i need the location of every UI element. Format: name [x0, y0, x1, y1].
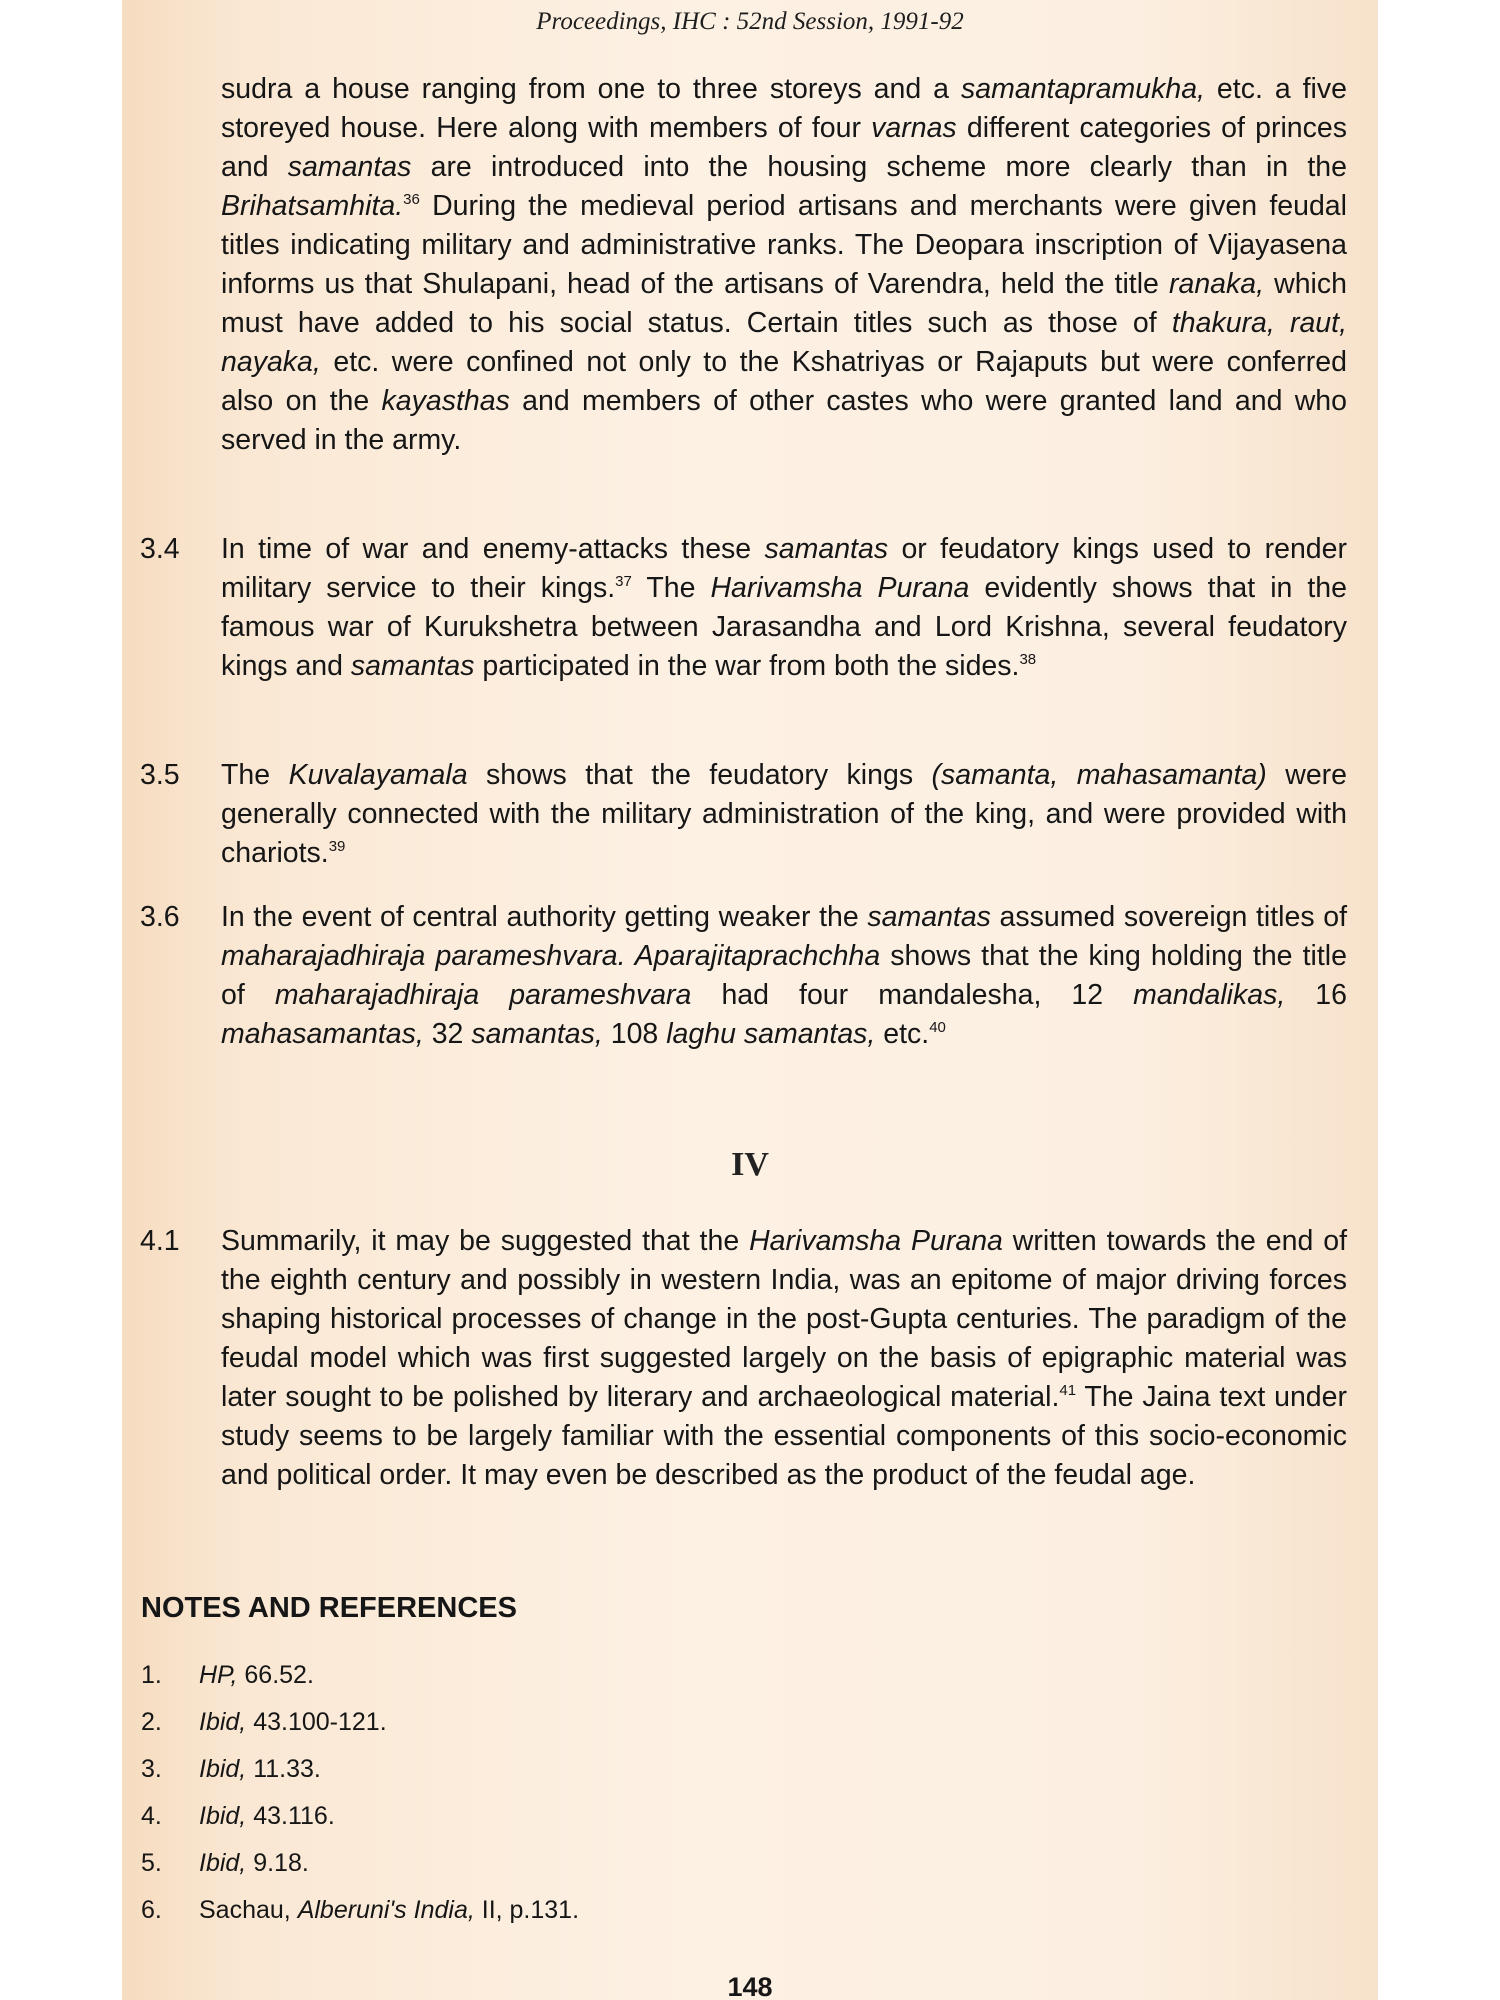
italic-text: samantas [287, 151, 412, 183]
note-item [141, 1754, 321, 1784]
italic-text: Ibid, [199, 1755, 247, 1783]
text-run: II, p.131. [474, 1896, 580, 1924]
italic-text: Harivamsha Purana [710, 572, 970, 604]
text-run: 43.116. [246, 1802, 335, 1830]
italic-text: Ibid, [199, 1708, 247, 1736]
note-number: 5. [141, 1849, 162, 1877]
note-number: 3. [141, 1755, 162, 1783]
text-run: are introduced into the housing scheme more clearly than in the [411, 151, 1347, 183]
text-run: 9.18. [246, 1849, 309, 1877]
paragraph-number: 3.6 [140, 901, 180, 933]
note-text [199, 1755, 321, 1783]
italic-text: Brihatsamhita. [221, 190, 404, 222]
page-number: 148 [727, 1972, 773, 2000]
paragraph-number: 3.4 [140, 533, 180, 565]
italic-text: samantapramukha, [961, 73, 1205, 105]
italic-text: samantas [867, 901, 991, 933]
footnote-marker: 40 [929, 1019, 946, 1036]
footnote-marker: 38 [1019, 651, 1037, 668]
italic-text: samantas [350, 650, 475, 682]
text-run: 108 [602, 1018, 667, 1050]
text-run: The [631, 572, 711, 604]
text-run: etc. a five storeyed house. Here along with members of four [221, 73, 1347, 144]
note-text [199, 1661, 314, 1689]
italic-text: thakura, raut, nayaka, [221, 307, 1347, 378]
paragraph-text [221, 756, 1347, 873]
text-run: and members of other castes who were granted land and who served in the army. [221, 385, 1347, 456]
paragraph-number: 4.1 [140, 1225, 180, 1257]
section-heading: IV [731, 1146, 769, 1183]
italic-text: mahasamantas, [221, 1018, 424, 1050]
text-run: During the medieval period artisans and merchants were given feudal titles indicating military and administrative ranks. The Deopara inscription of Vijayasena informs us that Shulapani, head of the artisans of Varendra, held the title [221, 190, 1347, 300]
italic-text: (samanta, mahasamanta) [931, 759, 1267, 791]
footnote-marker: 41 [1059, 1382, 1077, 1399]
italic-text: samantas, [471, 1018, 603, 1050]
text-run: shows that the feudatory kings [467, 759, 932, 791]
text-run: The Jaina text under study seems to be largely familiar with the essential components of this socio-economic and political order. It may even be described as the product of the feudal age. [221, 1381, 1347, 1491]
text-run: sudra a house ranging from one to three storeys and a [221, 73, 961, 105]
note-number: 6. [141, 1896, 162, 1924]
note-text [199, 1896, 579, 1924]
text-run: Summarily, it may be suggested that the [221, 1225, 750, 1257]
paragraph-3-5 [221, 756, 1347, 873]
note-text [199, 1708, 387, 1736]
paragraph-text [221, 530, 1347, 686]
italic-text: kayasthas [381, 385, 510, 417]
note-item [141, 1895, 579, 1925]
text-run: 43.100-121. [246, 1708, 387, 1736]
paragraph-number: 3.5 [140, 759, 180, 791]
text-run: etc. [875, 1018, 930, 1050]
text-run: had four mandalesha, 12 [691, 979, 1134, 1011]
note-text [199, 1802, 335, 1830]
footnote-marker: 39 [328, 838, 346, 855]
text-run: or feudatory kings used to render military service to their kings. [221, 533, 1347, 604]
note-item [141, 1660, 314, 1690]
text-run: 32 [423, 1018, 472, 1050]
note-text [199, 1849, 309, 1877]
paragraph-4-1 [221, 1222, 1347, 1495]
italic-text: HP, [199, 1661, 238, 1689]
paragraph-text [221, 898, 1347, 1054]
italic-text: varnas [871, 112, 957, 144]
paragraph-3-3-continued [221, 70, 1347, 460]
italic-text: maharajadhiraja parameshvara. Aparajitaprachchha [221, 940, 881, 972]
italic-text: Ibid, [199, 1849, 247, 1877]
text-run: different categories of princes and [221, 112, 1347, 183]
note-item [141, 1707, 387, 1737]
running-head: Proceedings, IHC : 52nd Session, 1991-92 [536, 8, 964, 35]
footnote-marker: 37 [615, 573, 632, 590]
italic-text: Ibid, [199, 1802, 247, 1830]
italic-text: mandalikas, [1133, 979, 1286, 1011]
italic-text: laghu samantas, [666, 1018, 876, 1050]
paragraph-text [221, 70, 1347, 460]
text-run: 16 [1285, 979, 1347, 1011]
paragraph-3-4 [221, 530, 1347, 686]
note-number: 1. [141, 1661, 162, 1689]
text-run: evidently shows that in the famous war of Kurukshetra between Jarasandha and Lord Krishna, several feudatory kings and [221, 572, 1347, 682]
paragraph-3-6 [221, 898, 1347, 1054]
italic-text: samantas [764, 533, 889, 565]
italic-text: Kuvalayamala [288, 759, 468, 791]
book-page [122, 0, 1378, 2000]
text-run: which must have added to his social status. Certain titles such as those of [221, 268, 1347, 339]
text-run: In time of war and enemy-attacks these [221, 533, 765, 565]
note-number: 2. [141, 1708, 162, 1736]
italic-text: ranaka, [1168, 268, 1265, 300]
text-run: assumed sovereign titles of [990, 901, 1347, 933]
text-run: participated in the war from both the sides. [474, 650, 1020, 682]
text-run: The [221, 759, 289, 791]
italic-text: Harivamsha Purana [749, 1225, 1003, 1257]
text-run: etc. were confined not only to the Kshatriyas or Rajaputs but were conferred also on the [221, 346, 1347, 417]
italic-text: Alberuni's India, [297, 1896, 475, 1924]
text-run: shows that the king holding the title of [221, 940, 1347, 1011]
note-item [141, 1801, 335, 1831]
note-item [141, 1848, 309, 1878]
text-run: 11.33. [246, 1755, 321, 1783]
paragraph-text [221, 1222, 1347, 1495]
text-run: were generally connected with the military administration of the king, and were provided with chariots. [221, 759, 1348, 869]
note-number: 4. [141, 1802, 162, 1830]
text-run: 66.52. [237, 1661, 314, 1689]
italic-text: maharajadhiraja parameshvara [274, 979, 692, 1011]
text-run: Sachau, [199, 1896, 298, 1924]
text-run: In the event of central authority getting weaker the [221, 901, 868, 933]
footnote-marker: 36 [403, 191, 420, 208]
text-run: written towards the end of the eighth century and possibly in western India, was an epitome of major driving forces shaping historical processes of change in the post-Gupta centuries. The paradigm of the feudal model which was first suggested largely on the basis of epigraphic material was later sought to be polished by literary and archaeological material. [221, 1225, 1348, 1413]
notes-heading: NOTES AND REFERENCES [141, 1592, 517, 1624]
